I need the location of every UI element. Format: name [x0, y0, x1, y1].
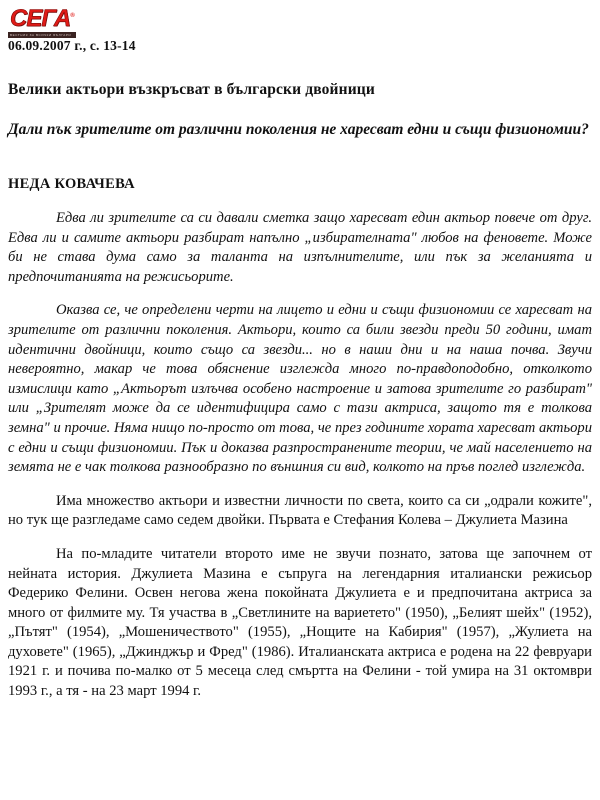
- dateline: 06.09.2007 г., с. 13-14: [8, 38, 136, 53]
- masthead: [8, 4, 80, 37]
- body-paragraph: Има множество актьори и известни личности по света, които са си „одрали кожите", но тук ще разгледаме само седем двойки. Първата е Стефания Колева – Джулиета Мазина: [8, 492, 592, 529]
- body-paragraph: Едва ли зрителите са си давали сметка защо харесват един актьор повече от друг. Едва ли и самите актьори разбират напълно „избирателната" любов на феновете. Може би не става дума само за таланта на изпълнителите, или пък за желанията и предпочитанията на режисьорите.: [8, 210, 592, 285]
- page-title: Велики актьори възкръсват в български двойници: [8, 81, 375, 98]
- sega-logo[interactable]: [8, 4, 80, 37]
- article-body: [8, 209, 592, 702]
- registered-trademark-icon: ®: [70, 13, 74, 19]
- byline-author: НЕДА КОВАЧЕВА: [8, 176, 135, 192]
- subheadline: Дали пък зрителите от различни поколения не харесват едни и същи физиономии?: [8, 121, 589, 138]
- body-paragraph: Оказва се, че определени черти на лицето и едни и същи физиономии се харесват на зрителите от различни поколения. Актьори, които са били звезди преди 50 години, имат идентични двойници, които също са звезди... но в наши дни и на наша почва. Звучи невероятно, макар че това обяснение изглежда много по-правдоподобно, отколкото измислици като „Актьорът излъчва особено настроение и затова зрителите го разбират" или „Зрителят може да се идентифицира само с тази актриса, защото тя е толкова земна" и прочие. Няма нищо по-просто от това, че през годините хората харесват актьори с едни и същи физиономии. Пък и доказва разпространените теории, че май населението на земята не е чак толкова разнообразно по външния си вид, колкото на пръв поглед изглежда.: [8, 302, 592, 476]
- body-paragraph: На по-младите читатели второто име не звучи познато, затова ще започнем от нейната история. Джулиета Мазина е съпруга на легендарния италиански режисьор Федерико Фелини. Освен негова жена покойната Джулиета е и предпочитана актриса за много от филмите му. Тя участва в „Светлините на вариетето" (1950), „Белият шейх" (1952), „Пътят" (1954), „Мошеничеството" (1955), „Нощите на Кабирия" (1957), „Жулиета на духовете" (1965), „Джинджър и Фред" (1986). Италианската актриса е родена на 22 февруари 1921 г. и почива по-малко от 5 месеца след смъртта на Фелини - той умира на 31 октомври 1993 г., а тя - на 23 март 1994 г.: [8, 545, 592, 700]
- sega-logo-strip-text: ВЕСТНИК ЗА ВСИЧКИ БЪЛГАРИ: [10, 33, 72, 37]
- sega-logo-strip: [8, 32, 76, 38]
- sega-logo-text: СЕГА®: [10, 5, 74, 32]
